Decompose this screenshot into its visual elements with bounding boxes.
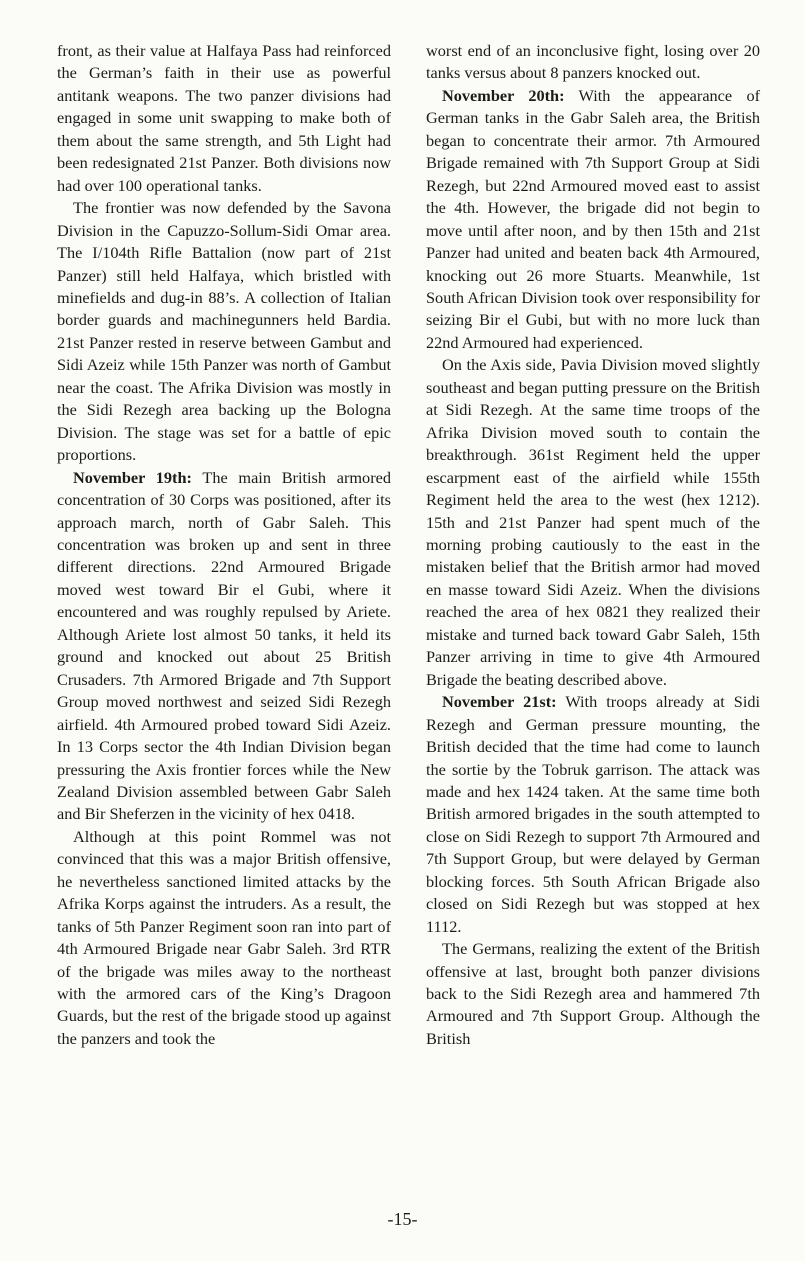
paragraph-text: The Germans, realizing the extent of the British offensive at last, brought both panzer divisions back to the Sidi Rezegh area and hammered 7th Armoured and 7th Support Group. Although the British [426, 939, 760, 1048]
paragraph [426, 691, 760, 938]
paragraph [57, 467, 391, 826]
paragraph [426, 354, 760, 691]
paragraph-text: front, as their value at Halfaya Pass had reinforced the German’s faith in their use as powerful antitank weapons. The two panzer divisions had engaged in some unit swapping to make both of them about the same strength, and 5th Light had been redesignated 21st Panzer. Both divisions now had over 100 operational tanks. [57, 41, 391, 195]
paragraph-text: With troops already at Sidi Rezegh and German pressure mounting, the British decided that the time had come to launch the sortie by the Tobruk garrison. The attack was made and hex 1424 taken. At the same time both British armored brigades in the south attempted to close on Sidi Rezegh to support 7th Armoured and 7th Support Group, but were delayed by German blocking forces. 5th South African Brigade also closed on Sidi Rezegh but was stopped at hex 1112. [426, 692, 761, 936]
date-heading: November 19th: [73, 467, 192, 487]
paragraph-text: On the Axis side, Pavia Division moved slightly southeast and began putting pressure on the British at Sidi Rezegh. At the same time troops of the Afrika Division moved south to contain the breakthrough. 361st Regiment held the upper escarpment east of the airfield while 155th Regiment held the area to the west (hex 1212). 15th and 21st Panzer had spent much of the morning probing cautiously to the east in the mistaken belief that the British armor had moved en masse toward Sidi Azeiz. When the divisions reached the area of hex 0821 they realized their mistake and turned back toward Gabr Saleh, 15th Panzer arriving in time to give 4th Armoured Brigade the beating described above. [426, 355, 760, 689]
paragraph [426, 85, 760, 354]
right-column [426, 40, 760, 1050]
paragraph-text: Although at this point Rommel was not convinced that this was a major British offensive, he nevertheless sanctioned limited attacks by the Afrika Korps against the intruders. As a result, the tanks of 5th Panzer Regiment soon ran into part of 4th Armoured Brigade near Gabr Saleh. 3rd RTR of the brigade was miles away to the northeast with the armored cars of the King’s Dragoon Guards, but the rest of the brigade stood up against the panzers and took the [57, 826, 391, 1048]
date-heading: November 20th: [442, 85, 565, 105]
paragraph [426, 40, 760, 85]
paragraph [57, 197, 391, 466]
paragraph-text: The main British armored concentration of 30 Corps was positioned, after its approach march, north of Gabr Saleh. This concentration was broken up and sent in three different directions. 22nd Armoured Brigade moved west toward Bir el Gubi, where it encountered and was roughly repulsed by Ariete. Although Ariete lost almost 50 tanks, it held its ground and knocked out about 25 British Crusaders. 7th Armored Brigade and 7th Support Group moved northwest and seized Sidi Rezegh airfield. 4th Armoured probed toward Sidi Azeiz. In 13 Corps sector the 4th Indian Division began pressuring the Axis frontier forces while the New Zealand Division assembled between Gabr Saleh and Bir Sheferzen in the vicinity of hex 0418. [57, 467, 391, 824]
page-number: -15- [387, 1209, 418, 1229]
paragraph-text: With the appearance of German tanks in the Gabr Saleh area, the British began to concentrate their armor. 7th Armoured Brigade remained with 7th Support Group at Sidi Rezegh, but 22nd Armoured moved east to assist the 4th. However, the brigade did not begin to move until after noon, and by then 15th and 21st Panzer had united and beaten back 4th Armoured, knocking out 26 more Stuarts. Meanwhile, 1st South African Division took over responsibility for seizing Bir el Gubi, but with no more luck than 22nd Armoured had experienced. [426, 85, 761, 352]
date-heading: November 21st: [442, 692, 557, 712]
paragraph [426, 938, 760, 1050]
left-column [57, 40, 391, 1050]
paragraph [57, 40, 391, 197]
paragraph-text: worst end of an inconclusive fight, losing over 20 tanks versus about 8 panzers knocked out. [426, 41, 760, 83]
paragraph-text: The frontier was now defended by the Savona Division in the Capuzzo-Sollum-Sidi Omar area. The I/104th Rifle Battalion (now part of 21st Panzer) still held Halfaya, which bristled with minefields and dug-in 88’s. A collection of Italian border guards and machinegunners held Bardia. 21st Panzer rested in reserve between Gambut and Sidi Azeiz while 15th Panzer was north of Gambut near the coast. The Afrika Division was mostly in the Sidi Rezegh area backing up the Bologna Division. The stage was set for a battle of epic proportions. [57, 198, 391, 465]
paragraph [57, 826, 391, 1051]
